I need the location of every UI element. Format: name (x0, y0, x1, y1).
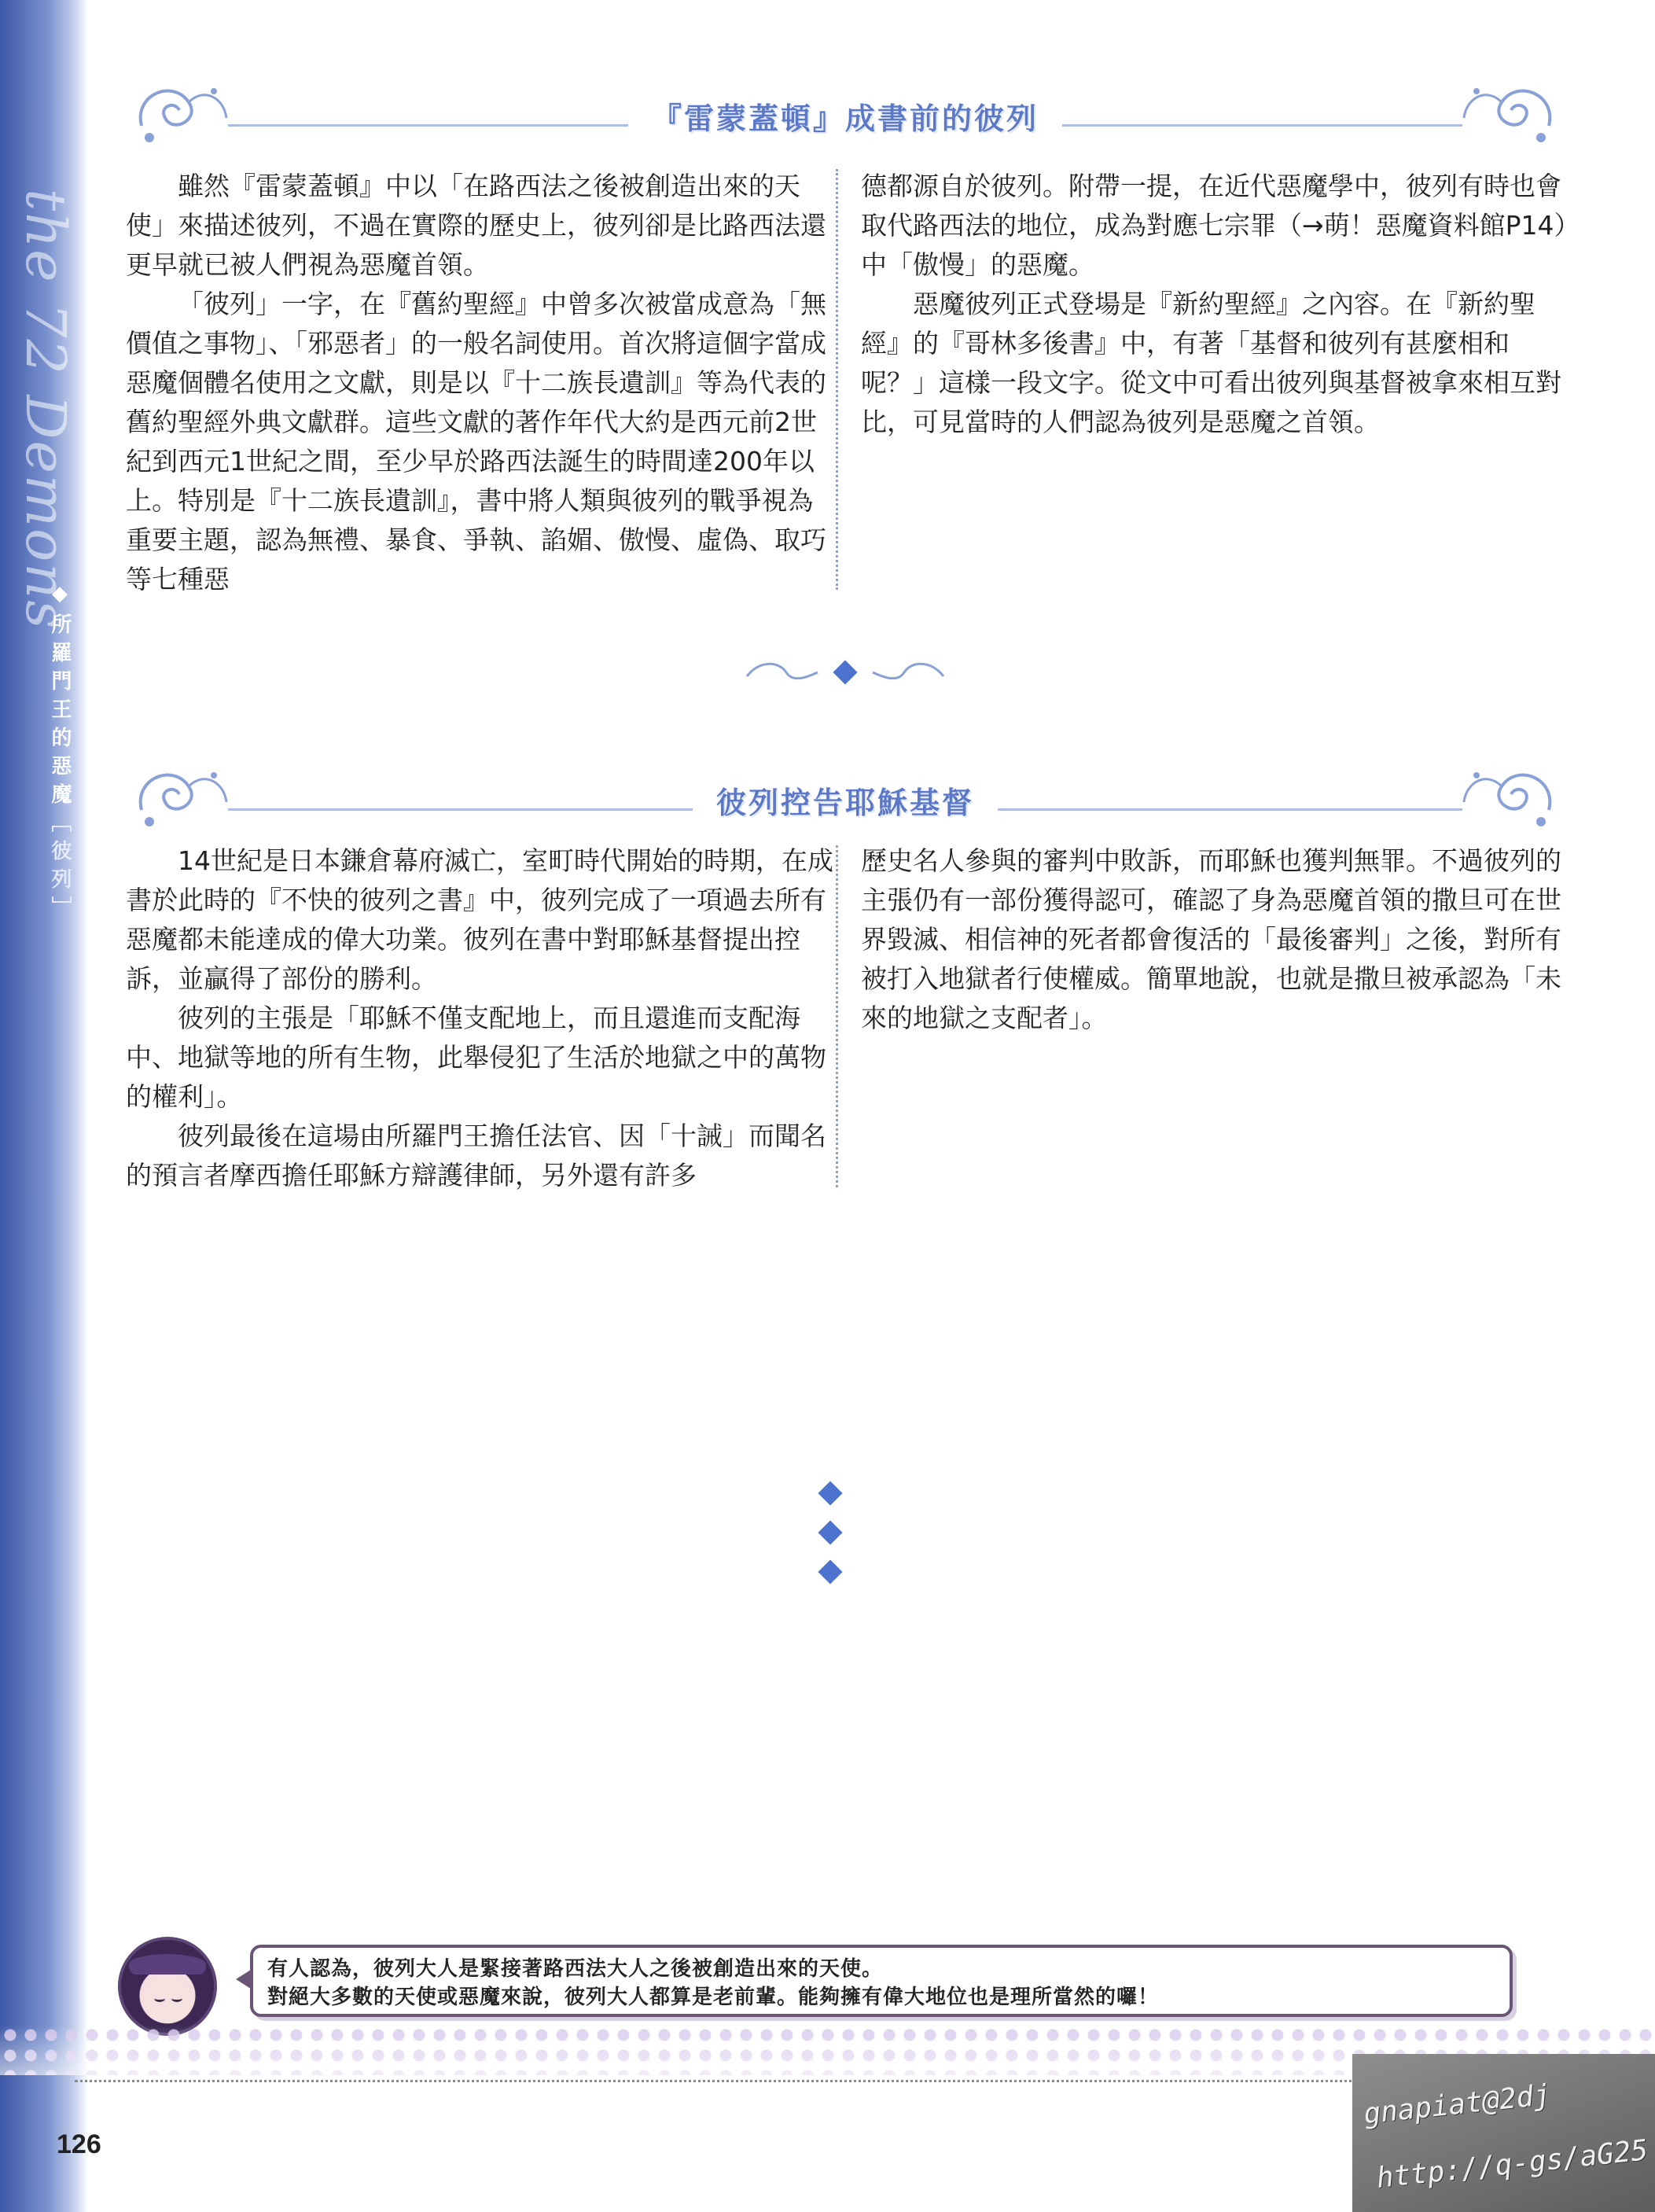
avatar-eye (171, 1995, 182, 2002)
watermark-line-1: gnapiat@2dj (1362, 2078, 1552, 2131)
note-line-1: 有人認為，彼列大人是緊接著路西法大人之後被創造出來的天使。 (267, 1957, 884, 1981)
section1-left-column (126, 167, 833, 599)
paragraph: 彼列的主張是「耶穌不僅支配地上，而且還進而支配海中、地獄等地的所有生物，此舉侵犯了生活於地獄之中的萬物的權利」。 (126, 1003, 826, 1112)
diamond-icon (818, 1520, 842, 1544)
diamond-icon (818, 1481, 842, 1505)
speech-bubble (250, 1945, 1513, 2017)
page-number: 126 (57, 2129, 101, 2159)
spine-title: the 72 Demons (13, 189, 78, 631)
flourish-ornament-icon (1462, 63, 1565, 157)
paragraph: 彼列最後在這場由所羅門王擔任法官、因「十誡」而聞名的預言者摩西擔任耶穌方辯護律師，另外還有許多 (126, 1121, 826, 1191)
section1-title: 『雷蒙蓋頓』成書前的彼列 (126, 94, 1565, 138)
paragraph: 德都源自於彼列。附帶一提，在近代惡魔學中，彼列有時也會取代路西法的地位，成為對應七宗罪（→萌！惡魔資料館P14）中「傲慢」的惡魔。 (861, 171, 1568, 280)
section2-header (126, 747, 1565, 841)
paragraph: 「彼列」一字，在『舊約聖經』中曾多次被當成意為「無價值之事物」、「邪惡者」的一般名詞使用。首次將這個字當成惡魔個體名使用之文獻，則是以『十二族長遺訓』等為代表的舊約聖經外典文獻群。這些文獻的著作年代大約是西元前2世紀到西元1世紀之間，至少早於路西法誕生的時間達200年以上。特別是『十二族長遺訓』，書中將人類與彼列的戰爭視為重要主題，認為無禮、暴食、爭執、諂媚、傲慢、虛偽、取巧等七種惡 (126, 289, 826, 594)
column-divider (836, 845, 838, 1187)
section-separator-ornament (731, 653, 959, 692)
avatar-face (145, 1976, 190, 2023)
diamond-icon (818, 1559, 842, 1584)
avatar-eye (154, 1995, 165, 2002)
paragraph: 14世紀是日本鎌倉幕府滅亡，室町時代開始的時期，在成書於此時的『不快的彼列之書』中，彼列完成了一項過去所有惡魔都未能達成的偉大功業。彼列在書中對耶穌基督提出控訴，並贏得了部份的勝利。 (126, 845, 833, 994)
note-line-2: 對絕大多數的天使或惡魔來說，彼列大人都算是老前輩。能夠擁有偉大地位也是理所當然的囉！ (267, 1986, 1160, 2009)
section2-title: 彼列控告耶穌基督 (126, 778, 1565, 822)
spine-subtitle (44, 582, 75, 925)
scanner-watermark (1352, 2054, 1655, 2212)
section2-right-column (861, 841, 1569, 1038)
section2-left-column (126, 841, 833, 1195)
paragraph: 歷史名人參與的審判中敗訴，而耶穌也獲判無罪。不過彼列的主張仍有一部份獲得認可，確認了身為惡魔首領的撒旦可在世界毀滅、相信神的死者都會復活的「最後審判」之後，對所有被打入地獄者行使權威。簡單地說，也就是撒旦被承認為「未來的地獄之支配者」。 (861, 845, 1561, 1033)
section1-right-column (861, 167, 1569, 442)
footer-rule (75, 2080, 1537, 2082)
watermark-line-2: http://q-gs/aG25 (1374, 2133, 1649, 2195)
speech-bubble-tail (236, 1968, 253, 1990)
paragraph: 惡魔彼列正式登場是『新約聖經』之內容。在『新約聖經』的『哥林多後書』中，有著「基督和彼列有甚麼相和呢？」這樣一段文字。從文中可看出彼列與基督被拿來相互對比，可見當時的人們認為彼列是惡魔之首領。 (861, 289, 1561, 437)
avatar-hair (129, 1954, 206, 1975)
spine-book-name: ◆所羅門王的惡魔 (48, 582, 72, 812)
side-spine (0, 0, 88, 2212)
spine-chapter: ［彼列］ (48, 812, 72, 925)
column-divider (836, 169, 838, 590)
character-avatar (118, 1937, 217, 2036)
flourish-ornament-icon (1462, 747, 1565, 841)
section1-header (126, 63, 1565, 157)
paragraph: 雖然『雷蒙蓋頓』中以「在路西法之後被創造出來的天使」來描述彼列，不過在實際的歷史上，彼列卻是比路西法還更早就已被人們視為惡魔首領。 (126, 171, 826, 280)
